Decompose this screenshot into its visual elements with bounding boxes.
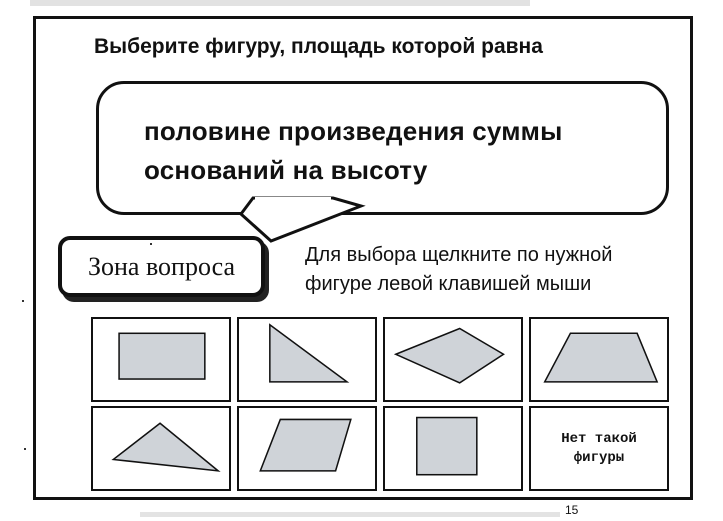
bottom-cut-off-text [140,512,560,517]
figure-option-none[interactable] [529,406,669,491]
rhombus-icon [385,319,521,400]
no-such-figure-line-2: фигуры [573,450,625,466]
question-line-2: оснований на высоту [144,155,428,185]
selection-hint [305,241,612,299]
rectangle-icon [93,319,229,400]
scan-speck [22,300,24,302]
question-zone-label: Зона вопроса [58,236,265,297]
scan-speck [24,448,26,450]
figure-option-right-triangle[interactable] [237,317,377,402]
figure-option-parallelogram[interactable] [237,406,377,491]
no-such-figure-line-1: Нет такой [561,431,637,447]
hint-line-1: Для выбора щелкните по нужной [305,244,613,266]
question-bubble [96,81,669,215]
square-icon [385,408,521,489]
question-line-1: половине произведения суммы [144,116,563,146]
scan-speck [150,243,152,245]
triangle-icon [93,408,229,489]
instruction-title: Выберите фигуру, площадь которой равна [94,35,543,58]
figure-option-rhombus[interactable] [383,317,523,402]
page-number: 15 [565,503,579,517]
top-cut-off-text [30,0,530,6]
no-such-figure-label [531,430,667,468]
question-text [144,112,563,190]
parallelogram-icon [239,408,375,489]
right-triangle-icon [239,319,375,400]
figure-grid [91,317,669,491]
figure-option-trapezoid[interactable] [529,317,669,402]
hint-line-2: фигуре левой клавишей мыши [305,273,592,295]
figure-option-triangle[interactable] [91,406,231,491]
test-frame [33,16,693,500]
figure-option-rectangle[interactable] [91,317,231,402]
trapezoid-icon [531,319,667,400]
figure-option-square[interactable] [383,406,523,491]
